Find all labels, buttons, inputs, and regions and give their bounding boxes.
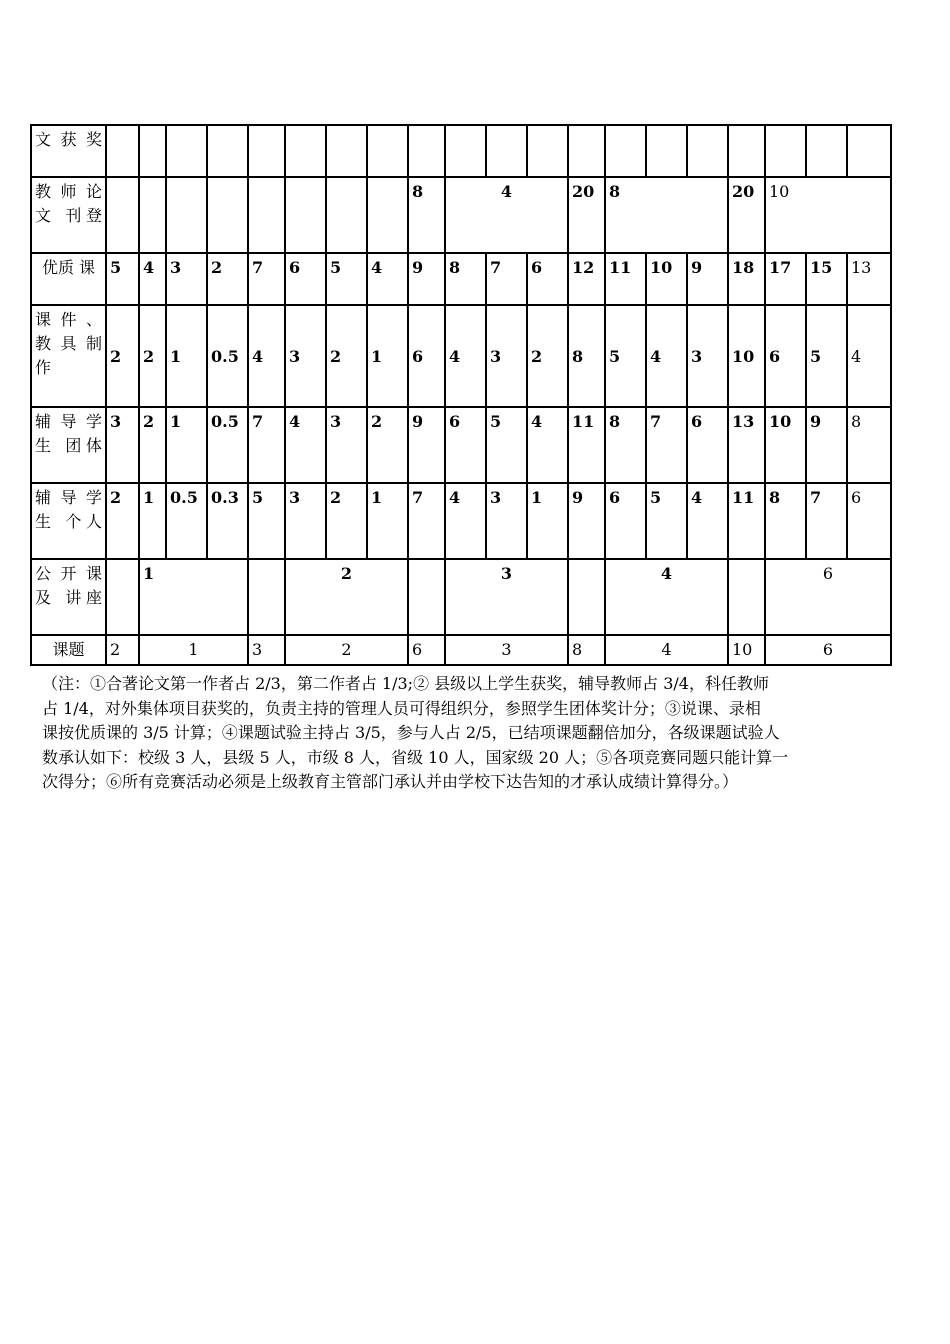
table-cell: 5: [646, 483, 687, 559]
table-cell: 1: [166, 407, 207, 483]
table-cell: 0.3: [207, 483, 248, 559]
table-cell: [646, 125, 687, 177]
table-cell: 4: [285, 407, 326, 483]
table-cell: 4: [367, 253, 408, 305]
table-row: [31, 559, 891, 635]
table-cell: 6: [847, 483, 891, 559]
table-cell: [568, 125, 605, 177]
table-cell: 2: [285, 559, 408, 635]
table-cell: 5: [248, 483, 285, 559]
table-cell: 2: [106, 635, 139, 665]
table-cell: 6: [527, 253, 568, 305]
table-cell: [166, 177, 207, 253]
footnote-line: （注：①合著论文第一作者占 2/3，第二作者占 1/3;② 县级以上学生获奖，辅导教师占 3/4，科任教师: [42, 674, 769, 693]
table-cell: 4: [847, 305, 891, 407]
table-cell: [806, 125, 847, 177]
table-cell: [248, 559, 285, 635]
score-table-body: [31, 125, 891, 665]
table-cell: 11: [605, 253, 646, 305]
table-cell: 1: [367, 483, 408, 559]
table-cell: 6: [605, 483, 646, 559]
table-cell: [285, 177, 326, 253]
table-cell: 8: [408, 177, 445, 253]
table-cell: 1: [139, 559, 248, 635]
table-cell: [139, 125, 166, 177]
table-cell: 20: [568, 177, 605, 253]
table-cell: 1: [139, 635, 248, 665]
table-cell: 3: [248, 635, 285, 665]
footnote-line: 占 1/4，对外集体项目获奖的，负责主持的管理人员可得组织分，参照学生团体奖计分；③说课、录相: [42, 698, 761, 718]
row-label: 课 件 、 教 具 制作: [31, 305, 106, 407]
table-cell: 3: [486, 305, 527, 407]
table-cell: 3: [106, 407, 139, 483]
table-cell: 4: [139, 253, 166, 305]
table-cell: 2: [106, 305, 139, 407]
table-cell: [166, 125, 207, 177]
footnote: [42, 672, 906, 795]
table-row: [31, 253, 891, 305]
table-cell: 17: [765, 253, 806, 305]
table-cell: 3: [285, 305, 326, 407]
table-cell: 20: [728, 177, 765, 253]
table-cell: 3: [445, 559, 568, 635]
table-cell: 13: [847, 253, 891, 305]
table-cell: 4: [445, 305, 486, 407]
table-cell: 9: [806, 407, 847, 483]
table-cell: 11: [568, 407, 605, 483]
table-cell: [106, 125, 139, 177]
table-cell: 4: [248, 305, 285, 407]
table-cell: 8: [568, 635, 605, 665]
table-cell: 7: [248, 407, 285, 483]
table-cell: 5: [106, 253, 139, 305]
table-cell: [765, 125, 806, 177]
table-cell: 2: [326, 305, 367, 407]
score-table: [30, 124, 892, 666]
table-cell: 8: [765, 483, 806, 559]
table-cell: 10: [765, 407, 806, 483]
table-cell: 8: [605, 407, 646, 483]
table-cell: 3: [326, 407, 367, 483]
table-cell: 6: [765, 635, 891, 665]
table-cell: [408, 125, 445, 177]
table-cell: 9: [687, 253, 728, 305]
table-row: [31, 483, 891, 559]
table-cell: 5: [486, 407, 527, 483]
table-cell: 2: [139, 407, 166, 483]
table-cell: 3: [285, 483, 326, 559]
table-cell: 10: [646, 253, 687, 305]
table-cell: 10: [765, 177, 891, 253]
table-cell: 6: [445, 407, 486, 483]
table-row: [31, 177, 891, 253]
table-cell: [248, 177, 285, 253]
table-cell: 7: [248, 253, 285, 305]
table-row: [31, 407, 891, 483]
table-cell: 4: [605, 559, 728, 635]
table-cell: 4: [445, 177, 568, 253]
table-cell: 7: [806, 483, 847, 559]
row-label: 辅 导 学 生 团体: [31, 407, 106, 483]
table-cell: [605, 125, 646, 177]
footnote-line: 数承认如下：校级 3 人，县级 5 人，市级 8 人，省级 10 人，国家级 20 人；⑤各项竞赛同题只能计算一: [42, 747, 789, 767]
table-cell: 6: [408, 635, 445, 665]
table-cell: 9: [568, 483, 605, 559]
table-row: [31, 125, 891, 177]
table-cell: 6: [687, 407, 728, 483]
table-cell: 5: [605, 305, 646, 407]
table-cell: 2: [326, 483, 367, 559]
table-cell: 7: [486, 253, 527, 305]
table-cell: 4: [605, 635, 728, 665]
table-cell: [285, 125, 326, 177]
table-cell: 2: [527, 305, 568, 407]
table-cell: 0.5: [207, 407, 248, 483]
table-cell: 6: [765, 305, 806, 407]
row-label: 课题: [31, 635, 106, 665]
table-cell: 6: [765, 559, 891, 635]
table-cell: 6: [285, 253, 326, 305]
table-row: [31, 635, 891, 665]
table-cell: 8: [445, 253, 486, 305]
row-label: 优质 课: [31, 253, 106, 305]
table-cell: [207, 125, 248, 177]
table-cell: [139, 177, 166, 253]
row-label: 文 获 奖: [31, 125, 106, 177]
table-cell: 1: [139, 483, 166, 559]
table-cell: 8: [568, 305, 605, 407]
table-cell: 6: [408, 305, 445, 407]
table-cell: 13: [728, 407, 765, 483]
table-cell: 10: [728, 635, 765, 665]
table-cell: 3: [687, 305, 728, 407]
table-cell: 18: [728, 253, 765, 305]
table-cell: 3: [445, 635, 568, 665]
table-cell: 10: [728, 305, 765, 407]
table-cell: [326, 125, 367, 177]
footnote-line: 次得分；⑥所有竞赛活动必须是上级教育主管部门承认并由学校下达告知的才承认成绩计算得分。）: [42, 772, 739, 791]
table-cell: 7: [646, 407, 687, 483]
table-cell: [408, 559, 445, 635]
table-cell: 12: [568, 253, 605, 305]
table-cell: [728, 559, 765, 635]
table-cell: [486, 125, 527, 177]
table-cell: [367, 177, 408, 253]
table-cell: [207, 177, 248, 253]
table-row: [31, 305, 891, 407]
table-cell: 8: [847, 407, 891, 483]
table-cell: 8: [605, 177, 728, 253]
table-cell: 2: [285, 635, 408, 665]
table-cell: 9: [408, 253, 445, 305]
table-cell: 3: [486, 483, 527, 559]
table-cell: 5: [806, 305, 847, 407]
table-cell: 7: [408, 483, 445, 559]
table-cell: [106, 559, 139, 635]
table-cell: 2: [106, 483, 139, 559]
table-cell: [248, 125, 285, 177]
row-label: 公 开 课 及 讲座: [31, 559, 106, 635]
table-cell: [527, 125, 568, 177]
table-cell: 4: [527, 407, 568, 483]
table-cell: [847, 125, 891, 177]
table-cell: [106, 177, 139, 253]
table-cell: 1: [166, 305, 207, 407]
table-cell: [367, 125, 408, 177]
table-cell: 2: [139, 305, 166, 407]
row-label: 教 师 论 文 刊登: [31, 177, 106, 253]
table-cell: 3: [166, 253, 207, 305]
table-cell: 1: [527, 483, 568, 559]
table-cell: 0.5: [166, 483, 207, 559]
table-cell: 9: [408, 407, 445, 483]
table-cell: 4: [687, 483, 728, 559]
table-cell: [326, 177, 367, 253]
table-cell: 4: [445, 483, 486, 559]
footnote-line: 课按优质课的 3/5 计算；④课题试验主持占 3/5，参与人占 2/5，已结项课题翻倍加分，各级课题试验人: [42, 723, 780, 742]
table-cell: 0.5: [207, 305, 248, 407]
table-cell: [445, 125, 486, 177]
table-cell: 5: [326, 253, 367, 305]
table-cell: 4: [646, 305, 687, 407]
table-cell: [728, 125, 765, 177]
table-cell: 15: [806, 253, 847, 305]
table-cell: 2: [207, 253, 248, 305]
table-cell: 2: [367, 407, 408, 483]
table-cell: 11: [728, 483, 765, 559]
table-cell: [568, 559, 605, 635]
table-cell: 1: [367, 305, 408, 407]
row-label: 辅 导 学 生 个人: [31, 483, 106, 559]
table-cell: [687, 125, 728, 177]
